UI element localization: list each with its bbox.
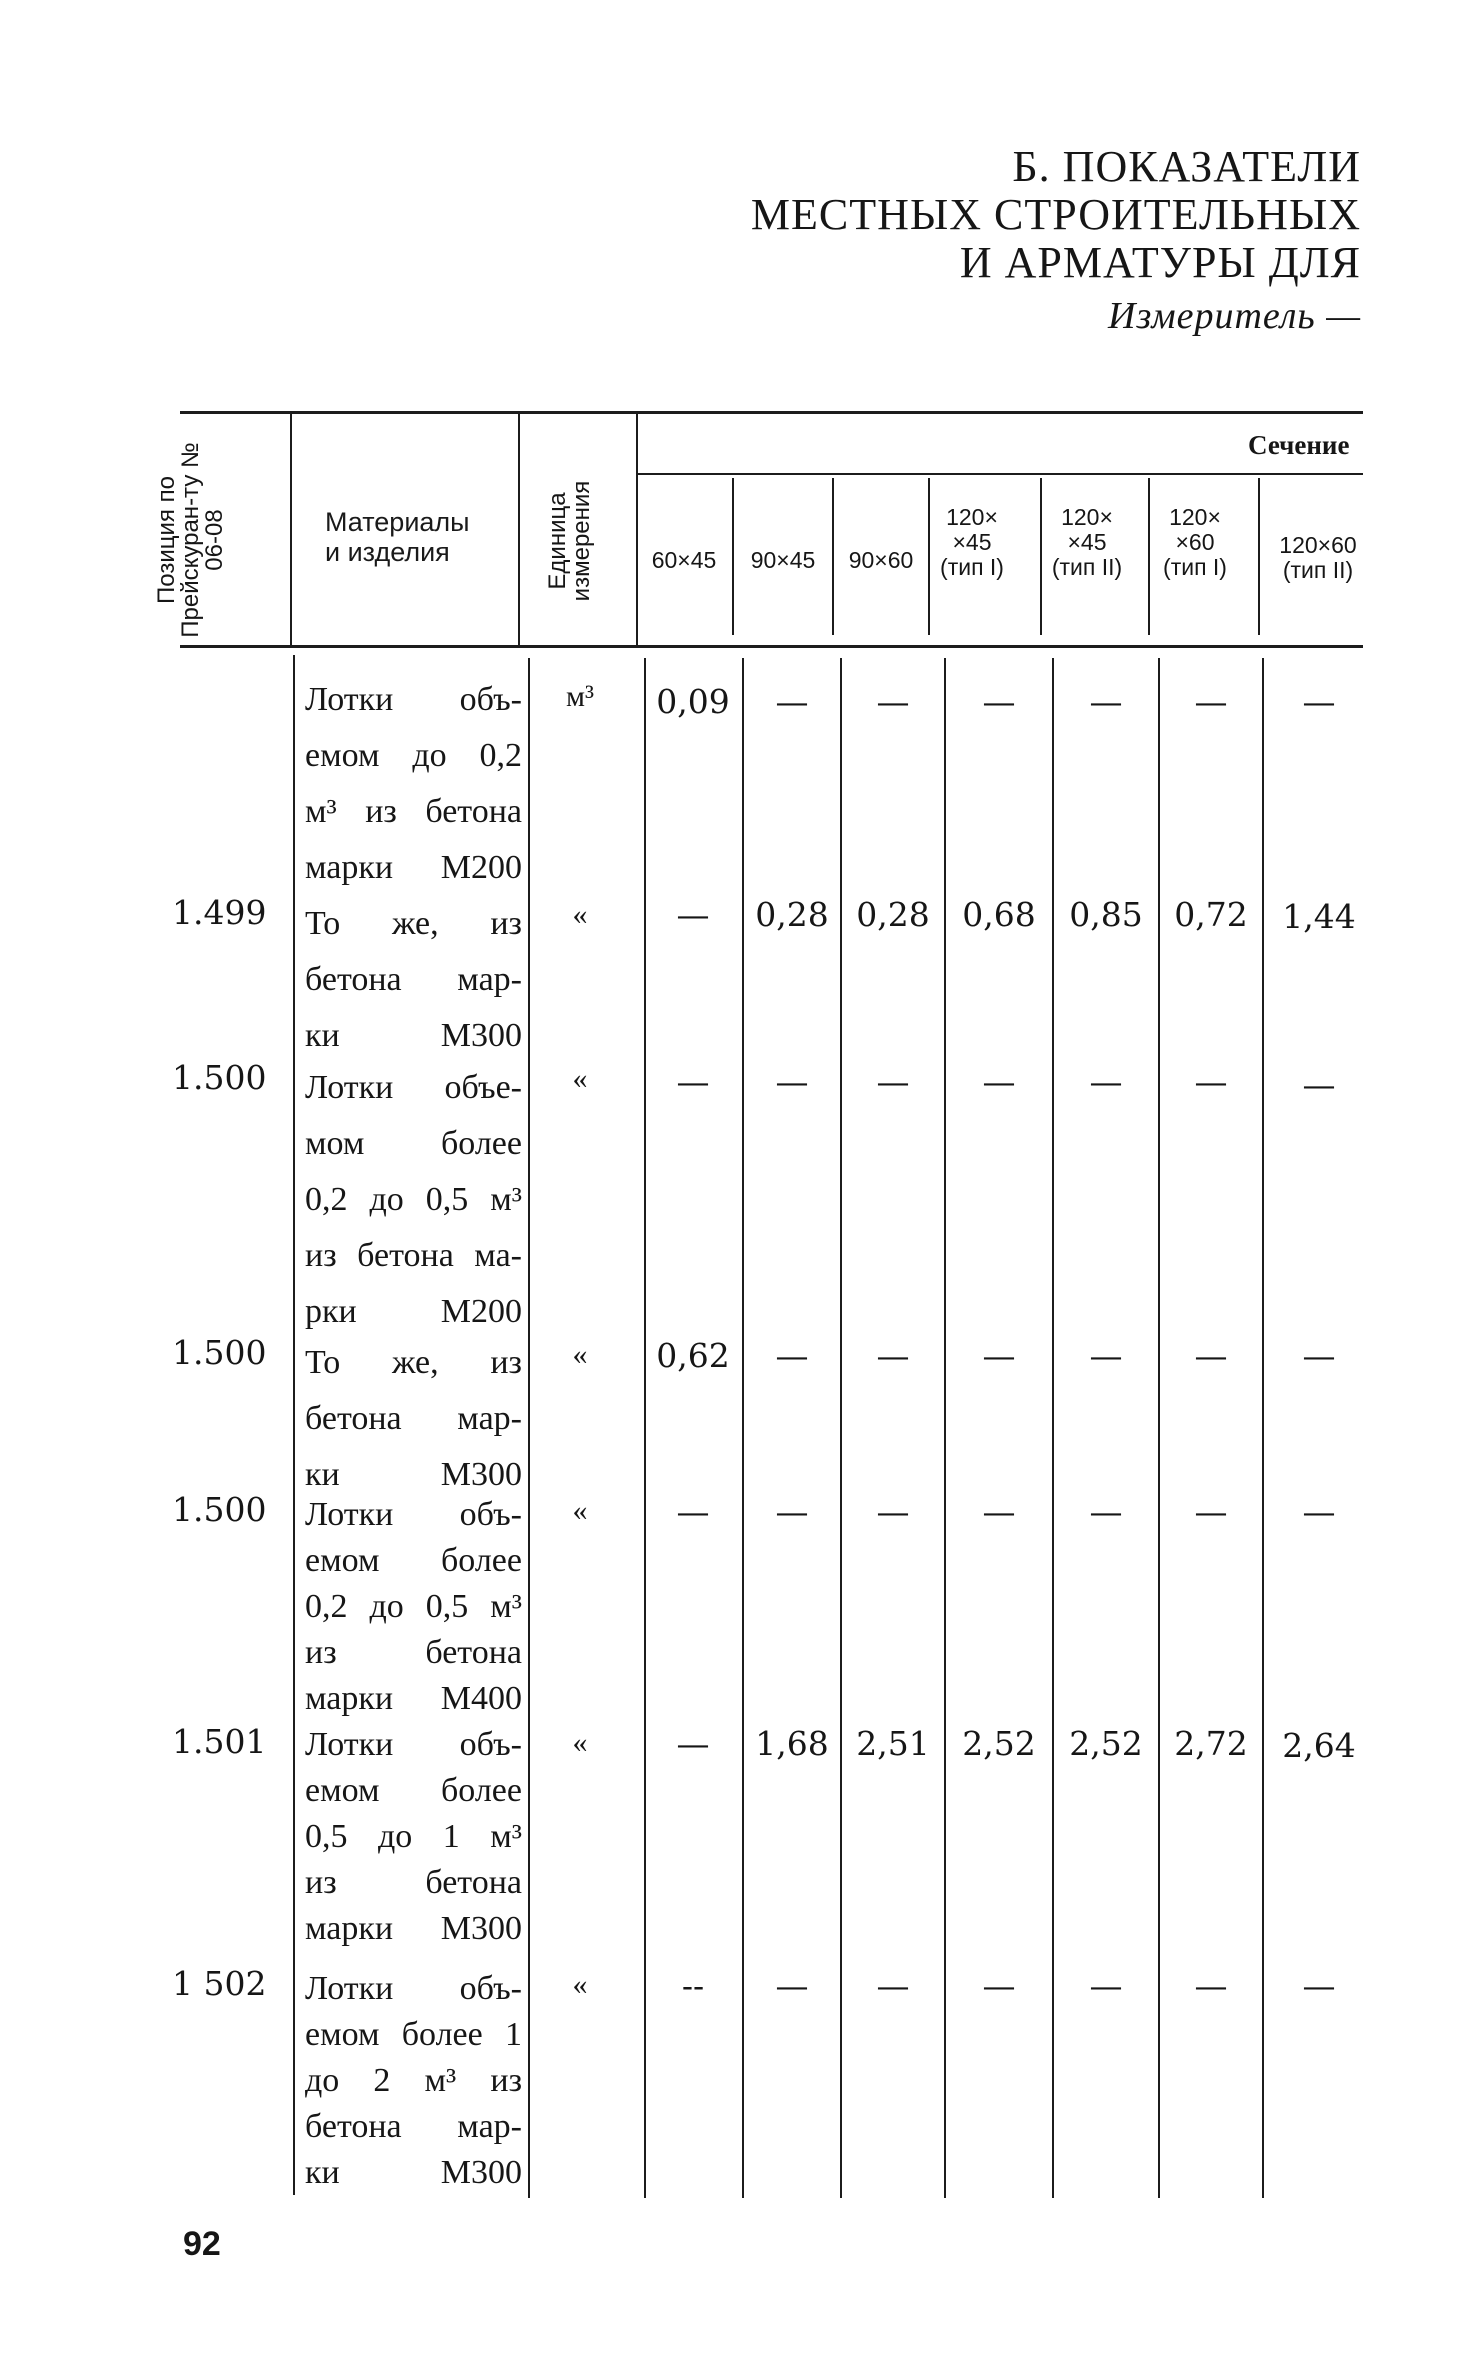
heading-line-2: МЕСТНЫХ СТРОИТЕЛЬНЫХ	[750, 190, 1361, 239]
materials-column-header-line-2: и изделия	[325, 537, 450, 567]
table-cell: —	[676, 1724, 710, 1763]
table-row-unit: «	[572, 1062, 588, 1095]
section-group-header: Сечение	[1248, 430, 1350, 460]
table-cell: —	[1089, 1966, 1123, 2005]
table-cell: —	[775, 1336, 809, 1375]
column-header-120x60-type1: 120× ×60 (тип I)	[1163, 504, 1227, 580]
table-cell: —	[775, 682, 809, 721]
measure-unit-caption: Измеритель —	[1108, 295, 1361, 337]
table-row-material: Лотки объ- емом более 0,2 до 0,5 м³ из бетона марки М400	[305, 1496, 522, 1717]
table-cell: 2,72	[1174, 1724, 1248, 1763]
table-top-rule	[180, 411, 1363, 414]
table-cell: —	[876, 1966, 910, 2005]
table-cell: —	[1089, 682, 1123, 721]
table-row-position: 1.500	[172, 1058, 267, 1097]
table-cell: —	[1194, 1062, 1228, 1101]
table-row-material: То же, из бетона мар- ки М300	[305, 1344, 522, 1493]
table-cell: —	[1089, 1336, 1123, 1375]
table-row-unit: «	[572, 1494, 588, 1527]
table-cell: —	[1302, 1336, 1336, 1375]
table-cell: 2,52	[962, 1724, 1036, 1763]
page-number: 92	[183, 2225, 221, 2263]
header-divider-6	[928, 478, 930, 635]
column-header-60x45: 60×45	[651, 547, 717, 573]
table-cell: 0,72	[1174, 895, 1248, 934]
table-row-position: 1 502	[172, 1964, 267, 2003]
table-cell: --	[681, 1966, 705, 2005]
position-column-header: Позиция по Прейскуран-ту № 06-08	[153, 442, 228, 638]
table-cell: —	[1302, 1492, 1336, 1531]
table-cell: —	[775, 1966, 809, 2005]
table-cell: 2,51	[856, 1724, 930, 1763]
heading-line-3: И АРМАТУРЫ ДЛЯ	[959, 238, 1361, 287]
header-divider-8	[1148, 478, 1150, 635]
column-header-120x60-type2: 120×60 (тип II)	[1279, 532, 1357, 583]
column-header-120x45-type1: 120× ×45 (тип I)	[940, 504, 1004, 580]
table-cell: —	[982, 1336, 1016, 1375]
header-divider-2	[518, 413, 520, 645]
table-row-unit: «	[572, 898, 588, 931]
heading-line-1: Б. ПОКАЗАТЕЛИ	[1012, 142, 1361, 191]
table-cell: —	[1089, 1492, 1123, 1531]
table-cell: —	[676, 1492, 710, 1531]
table-cell: 0,28	[856, 895, 930, 934]
table-row-material: Лотки объе- мом более 0,2 до 0,5 м³ из бетона ма- рки М200	[305, 1069, 522, 1330]
table-cell: —	[1302, 682, 1336, 721]
table-cell: —	[1089, 1062, 1123, 1101]
unit-column-header: Единица измерения	[544, 480, 595, 602]
section-underline	[636, 473, 1363, 475]
table-row-material: Лотки объ- емом более 1 до 2 м³ из бетона мар- ки М300	[305, 1970, 522, 2191]
header-divider-9	[1258, 478, 1260, 635]
table-row-position: 1.499	[172, 893, 267, 932]
header-divider-3	[636, 413, 638, 645]
table-cell: —	[876, 1336, 910, 1375]
table-cell: —	[775, 1062, 809, 1101]
table-row-unit: м³	[566, 680, 594, 713]
table-row-position: 1.500	[172, 1490, 267, 1529]
table-cell: 0,85	[1069, 895, 1143, 934]
table-cell: 1,44	[1282, 897, 1356, 936]
table-cell: —	[1194, 1492, 1228, 1531]
body-divider-1	[293, 655, 295, 2195]
header-divider-7	[1040, 478, 1042, 635]
table-cell: —	[1302, 1065, 1336, 1104]
table-cell: —	[982, 1966, 1016, 2005]
column-header-90x60: 90×60	[848, 547, 914, 573]
table-cell: —	[676, 895, 710, 934]
table-row-material: Лотки объ- емом более 0,5 до 1 м³ из бетона марки М300	[305, 1726, 522, 1947]
table-cell: —	[1194, 682, 1228, 721]
table-cell: 0,28	[755, 895, 829, 934]
body-divider-2	[528, 658, 530, 2198]
table-row-unit: «	[572, 1726, 588, 1759]
table-cell: 0,62	[656, 1336, 730, 1375]
table-row-unit: «	[572, 1968, 588, 2001]
table-cell: —	[982, 1062, 1016, 1101]
table-cell: 0,68	[962, 895, 1036, 934]
header-divider-1	[290, 413, 292, 645]
column-header-120x45-type2: 120× ×45 (тип II)	[1051, 504, 1123, 580]
header-bottom-rule	[180, 645, 1363, 648]
table-row-material: Лотки объ- емом до 0,2 м³ из бетона марки М200	[305, 681, 522, 886]
table-cell: —	[1194, 1966, 1228, 2005]
materials-column-header-line-1: Материалы	[325, 507, 470, 537]
table-cell: —	[876, 682, 910, 721]
table-cell: 2,52	[1069, 1724, 1143, 1763]
table-cell: 0,09	[656, 682, 730, 721]
table-cell: —	[1194, 1336, 1228, 1375]
table-row-material: То же, из бетона мар- ки М300	[305, 905, 522, 1054]
table-cell: —	[876, 1062, 910, 1101]
table-row-position: 1.500	[172, 1333, 267, 1372]
table-row-unit: «	[572, 1338, 588, 1371]
table-cell: —	[1302, 1966, 1336, 2005]
table-row-position: 1.501	[172, 1722, 267, 1761]
table-cell: 1,68	[755, 1724, 829, 1763]
column-header-90x45: 90×45	[750, 547, 816, 573]
table-cell: —	[982, 1492, 1016, 1531]
table-cell: —	[676, 1062, 710, 1101]
table-cell: —	[775, 1492, 809, 1531]
table-cell: —	[982, 682, 1016, 721]
table-cell: —	[876, 1492, 910, 1531]
table-cell: 2,64	[1282, 1726, 1356, 1765]
